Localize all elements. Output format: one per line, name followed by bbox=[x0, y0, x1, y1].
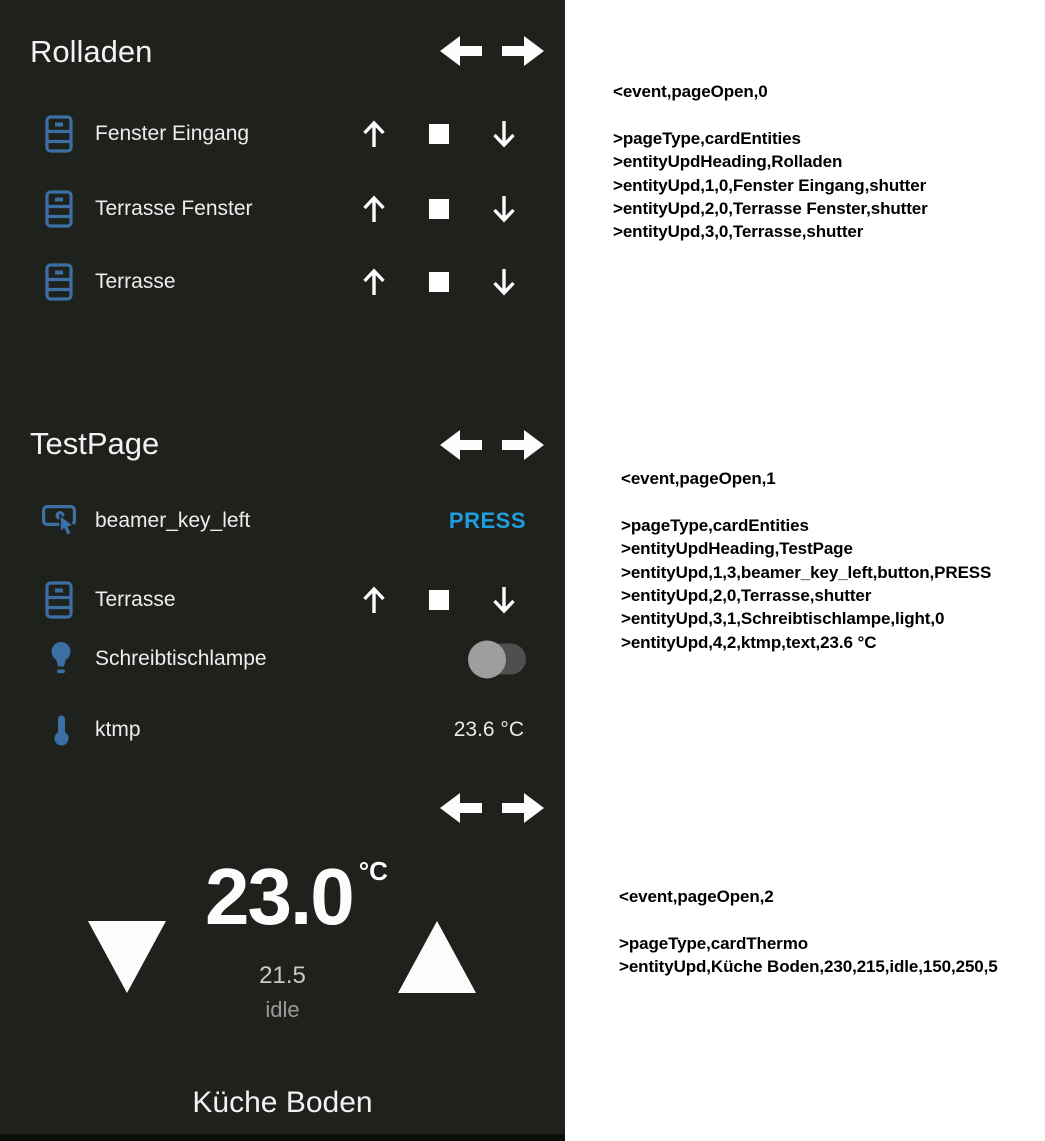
protocol-block-page0 bbox=[613, 80, 928, 244]
protocol-line: <event,pageOpen,2 bbox=[619, 887, 774, 906]
page-title: TestPage bbox=[30, 426, 160, 461]
protocol-line: <event,pageOpen,1 bbox=[621, 469, 776, 488]
arrow-up-icon bbox=[360, 193, 388, 225]
light-toggle[interactable] bbox=[470, 644, 526, 675]
entity-row bbox=[0, 576, 565, 624]
entity-row bbox=[0, 706, 565, 754]
protocol-block-page2 bbox=[619, 885, 998, 979]
page-prev-button[interactable] bbox=[440, 790, 482, 826]
card-testpage bbox=[0, 400, 565, 760]
entity-label: Schreibtischlampe bbox=[95, 647, 267, 670]
protocol-line bbox=[619, 908, 998, 931]
entity-label: Terrasse bbox=[95, 270, 176, 293]
entity-label: Fenster Eingang bbox=[95, 122, 250, 145]
shutter-down-button[interactable] bbox=[490, 584, 518, 616]
page-title: Rolladen bbox=[30, 34, 153, 69]
shutter-up-button[interactable] bbox=[360, 193, 388, 225]
protocol-block-page1 bbox=[621, 467, 991, 654]
protocol-line: >entityUpd,1,3,beamer_key_left,button,PRESS bbox=[621, 562, 992, 582]
arrow-left-icon bbox=[440, 427, 482, 463]
shutter-icon bbox=[45, 115, 73, 153]
protocol-line: >entityUpdHeading,TestPage bbox=[621, 539, 853, 559]
lightbulb-icon bbox=[47, 640, 75, 678]
protocol-line: >entityUpd,4,2,ktmp,text,23.6 °C bbox=[621, 632, 877, 652]
page-next-button[interactable] bbox=[502, 33, 544, 69]
arrow-right-icon bbox=[502, 790, 544, 826]
press-button[interactable]: PRESS bbox=[448, 508, 526, 533]
entity-value: 23.6 °C bbox=[453, 718, 524, 741]
arrow-down-icon bbox=[490, 584, 518, 616]
temperature-unit: °C bbox=[358, 856, 388, 886]
arrow-up-icon bbox=[360, 266, 388, 298]
protocol-line: >entityUpd,2,0,Terrasse,shutter bbox=[621, 585, 872, 605]
entity-label: beamer_key_left bbox=[95, 509, 251, 532]
page-prev-button[interactable] bbox=[440, 33, 482, 69]
arrow-up-icon bbox=[360, 584, 388, 616]
protocol-line bbox=[621, 490, 991, 513]
page-next-button[interactable] bbox=[502, 790, 544, 826]
entity-row bbox=[0, 110, 565, 158]
protocol-line: <event,pageOpen,0 bbox=[613, 82, 768, 101]
thermostat-state: idle bbox=[265, 997, 300, 1022]
entity-label: Terrasse bbox=[95, 588, 176, 611]
arrow-down-icon bbox=[490, 118, 518, 150]
protocol-line: >entityUpd,3,0,Terrasse,shutter bbox=[613, 222, 864, 242]
page-next-button[interactable] bbox=[502, 427, 544, 463]
arrow-left-icon bbox=[440, 790, 482, 826]
shutter-down-button[interactable] bbox=[490, 193, 518, 225]
protocol-line: >entityUpd,1,0,Fenster Eingang,shutter bbox=[613, 175, 927, 195]
shutter-down-button[interactable] bbox=[490, 266, 518, 298]
entity-row bbox=[0, 635, 565, 683]
current-temperature-value: 23.0 bbox=[205, 852, 353, 941]
card-thermo bbox=[0, 760, 565, 1134]
protocol-line: >entityUpdHeading,Rolladen bbox=[613, 152, 843, 172]
tap-button-icon bbox=[42, 502, 76, 540]
entity-row bbox=[0, 185, 565, 233]
shutter-icon bbox=[45, 263, 73, 301]
shutter-icon bbox=[45, 190, 73, 228]
entity-label: Terrasse Fenster bbox=[95, 197, 253, 220]
protocol-line: >entityUpd,Küche Boden,230,215,idle,150,250,5 bbox=[619, 957, 998, 977]
arrow-left-icon bbox=[440, 33, 482, 69]
entity-label: ktmp bbox=[95, 718, 141, 741]
arrow-down-icon bbox=[490, 193, 518, 225]
shutter-stop-button[interactable] bbox=[429, 124, 449, 144]
protocol-line: >pageType,cardEntities bbox=[621, 515, 809, 535]
shutter-up-button[interactable] bbox=[360, 584, 388, 616]
protocol-line: >entityUpd,2,0,Terrasse Fenster,shutter bbox=[613, 198, 928, 218]
panel-bottom-edge bbox=[0, 1134, 565, 1141]
arrow-down-icon bbox=[490, 266, 518, 298]
shutter-stop-button[interactable] bbox=[429, 590, 449, 610]
page-prev-button[interactable] bbox=[440, 427, 482, 463]
protocol-line bbox=[613, 103, 928, 126]
protocol-line: >pageType,cardThermo bbox=[619, 933, 808, 953]
protocol-line: >entityUpd,3,1,Schreibtischlampe,light,0 bbox=[621, 609, 945, 629]
entity-row bbox=[0, 497, 565, 545]
thermometer-icon bbox=[51, 714, 71, 746]
shutter-up-button[interactable] bbox=[360, 118, 388, 150]
arrow-right-icon bbox=[502, 427, 544, 463]
toggle-knob bbox=[468, 640, 506, 678]
shutter-icon bbox=[45, 581, 73, 619]
protocol-line: >pageType,cardEntities bbox=[613, 128, 801, 148]
shutter-up-button[interactable] bbox=[360, 266, 388, 298]
shutter-down-button[interactable] bbox=[490, 118, 518, 150]
target-temperature: 21.5 bbox=[259, 962, 306, 989]
thermostat-name: Küche Boden bbox=[192, 1086, 373, 1119]
arrow-up-icon bbox=[360, 118, 388, 150]
shutter-stop-button[interactable] bbox=[429, 199, 449, 219]
card-rolladen bbox=[0, 0, 565, 400]
arrow-right-icon bbox=[502, 33, 544, 69]
shutter-stop-button[interactable] bbox=[429, 272, 449, 292]
entity-row bbox=[0, 258, 565, 306]
